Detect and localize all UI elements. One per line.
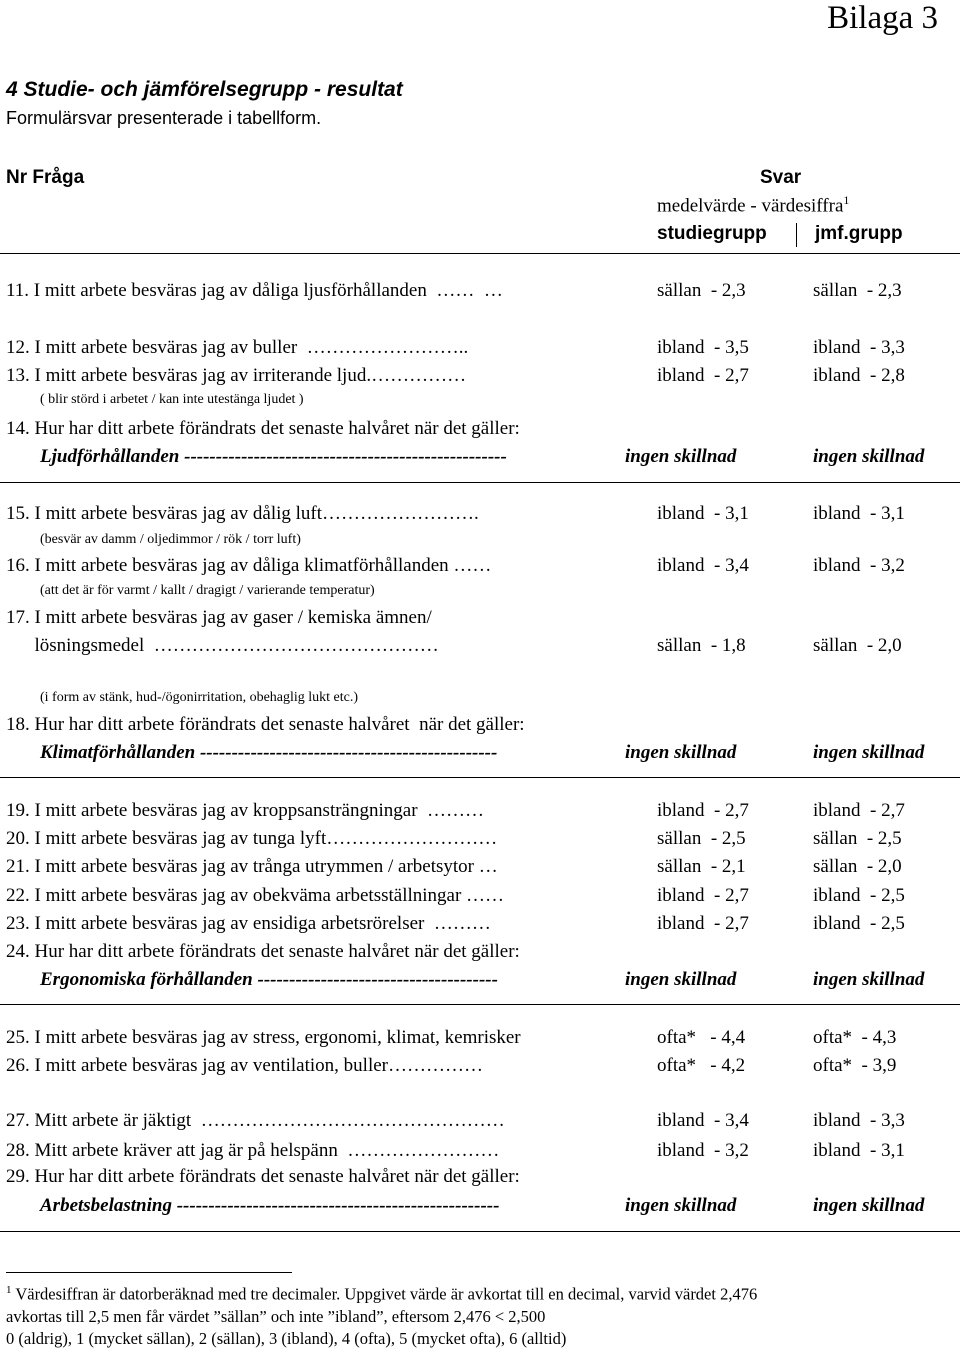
footnote-line-1: Värdesiffran är datorberäknad med tre decimaler. Uppgivet värde är avkortat till en decimal, varvid värdet 2,476 <box>15 1284 758 1304</box>
jmf-grupp-value: ibland - 3,1 <box>813 1140 905 1161</box>
studiegrupp-value: ibland - 2,7 <box>657 913 749 934</box>
column-header-svar: Svar <box>760 167 802 188</box>
summary-label: Ergonomiska förhållanden <box>40 969 253 990</box>
header-divider <box>796 223 797 247</box>
question-text: 12. I mitt arbete besväras jag av buller …………………….. <box>6 337 469 358</box>
question-text: 24. Hur har ditt arbete förändrats det senaste halvåret när det gäller: <box>6 941 520 962</box>
summary-leader: --------------------------------------------------- <box>171 1195 500 1216</box>
jmf-grupp-value: ibland - 3,3 <box>813 337 905 358</box>
table-rule <box>0 1004 960 1005</box>
footnote-mark: 1 <box>6 1284 12 1296</box>
studiegrupp-value: ibland - 3,4 <box>657 555 749 576</box>
question-text: 23. I mitt arbete besväras jag av ensidiga arbetsrörelser ……… <box>6 913 491 934</box>
jmf-grupp-value: sällan - 2,0 <box>813 856 902 877</box>
footnote <box>6 1279 757 1350</box>
studiegrupp-value: ingen skillnad <box>625 969 737 990</box>
question-text: 11. I mitt arbete besväras jag av dåliga ljusförhållanden …… … <box>6 280 503 301</box>
summary-label: Klimatförhållanden <box>40 742 196 763</box>
studiegrupp-value: ibland - 2,7 <box>657 365 749 386</box>
column-header-studiegrupp: studiegrupp <box>657 223 767 244</box>
studiegrupp-value: ibland - 2,7 <box>657 885 749 906</box>
summary-label: Arbetsbelastning <box>40 1195 172 1216</box>
question-note: (i form av stänk, hud-/ögonirritation, obehaglig lukt etc.) <box>40 690 359 705</box>
studiegrupp-value: ibland - 3,5 <box>657 337 749 358</box>
table-rule <box>0 482 960 483</box>
studiegrupp-value: ofta* - 4,4 <box>657 1027 746 1048</box>
jmf-grupp-value: ibland - 2,8 <box>813 365 905 386</box>
studiegrupp-value: ingen skillnad <box>625 446 737 467</box>
question-note: (att det är för varmt / kallt / dragigt / varierande temperatur) <box>40 583 375 598</box>
studiegrupp-value: sällan - 2,3 <box>657 280 746 301</box>
summary-line <box>40 742 497 764</box>
studiegrupp-value: ibland - 3,4 <box>657 1110 749 1131</box>
table-rule <box>0 777 960 778</box>
jmf-grupp-value: ingen skillnad <box>813 969 925 990</box>
question-text: 15. I mitt arbete besväras jag av dålig luft……………………. <box>6 503 479 524</box>
question-text: 25. I mitt arbete besväras jag av stress, ergonomi, klimat, kemrisker <box>6 1027 521 1048</box>
studiegrupp-value: ibland - 3,2 <box>657 1140 749 1161</box>
table-rule <box>0 1231 960 1232</box>
summary-leader: ----------------------------------------------- <box>195 742 498 763</box>
summary-line <box>40 969 498 991</box>
question-text: 28. Mitt arbete kräver att jag är på helspänn …………………… <box>6 1140 500 1161</box>
footnote-separator <box>6 1272 292 1273</box>
jmf-grupp-value: ibland - 3,2 <box>813 555 905 576</box>
jmf-grupp-value: sällan - 2,0 <box>813 635 902 656</box>
summary-label: Ljudförhållanden <box>40 446 180 467</box>
header-rule <box>0 253 960 254</box>
studiegrupp-value: sällan - 2,5 <box>657 828 746 849</box>
jmf-grupp-value: ibland - 3,3 <box>813 1110 905 1131</box>
question-text: 20. I mitt arbete besväras jag av tunga lyft……………………… <box>6 828 498 849</box>
question-text: 18. Hur har ditt arbete förändrats det senaste halvåret när det gäller: <box>6 714 525 735</box>
column-header-jmf-grupp: jmf.grupp <box>815 223 903 244</box>
jmf-grupp-value: ingen skillnad <box>813 1195 925 1216</box>
question-text: 13. I mitt arbete besväras jag av irriterande ljud.…………… <box>6 365 467 386</box>
footnote-reference: 1 <box>843 193 850 207</box>
section-title: 4 Studie- och jämförelsegrupp - resultat <box>6 78 403 101</box>
question-text: 19. I mitt arbete besväras jag av kroppsansträngningar ……… <box>6 800 485 821</box>
question-text: lösningsmedel ……………………………………… <box>6 635 439 656</box>
studiegrupp-value: ingen skillnad <box>625 1195 737 1216</box>
question-text: 29. Hur har ditt arbete förändrats det senaste halvåret när det gäller: <box>6 1166 520 1187</box>
summary-leader: -------------------------------------- <box>252 969 498 990</box>
jmf-grupp-value: ibland - 2,5 <box>813 913 905 934</box>
summary-line <box>40 1195 499 1217</box>
section-subtitle: Formulärsvar presenterade i tabellform. <box>6 108 322 128</box>
jmf-grupp-value: ingen skillnad <box>813 446 925 467</box>
jmf-grupp-value: ibland - 2,5 <box>813 885 905 906</box>
question-text: 22. I mitt arbete besväras jag av obekväma arbetsställningar …… <box>6 885 505 906</box>
studiegrupp-value: ibland - 3,1 <box>657 503 749 524</box>
jmf-grupp-value: ofta* - 4,3 <box>813 1027 897 1048</box>
column-header-question: Nr Fråga <box>6 167 85 188</box>
jmf-grupp-value: ibland - 2,7 <box>813 800 905 821</box>
question-text: 21. I mitt arbete besväras jag av trånga utrymmen / arbetsytor … <box>6 856 498 877</box>
question-text: 26. I mitt arbete besväras jag av ventilation, buller…………… <box>6 1055 483 1076</box>
summary-leader: --------------------------------------------------- <box>179 446 507 467</box>
question-note: ( blir störd i arbetet / kan inte utestänga ljudet ) <box>40 392 304 407</box>
jmf-grupp-value: ofta* - 3,9 <box>813 1055 897 1076</box>
question-text: 16. I mitt arbete besväras jag av dåliga klimatförhållanden …… <box>6 555 492 576</box>
summary-line <box>40 446 507 468</box>
studiegrupp-value: sällan - 2,1 <box>657 856 746 877</box>
jmf-grupp-value: ingen skillnad <box>813 742 925 763</box>
jmf-grupp-value: sällan - 2,3 <box>813 280 902 301</box>
studiegrupp-value: ibland - 2,7 <box>657 800 749 821</box>
question-text: 27. Mitt arbete är jäktigt ………………………………………… <box>6 1110 505 1131</box>
studiegrupp-value: ingen skillnad <box>625 742 737 763</box>
studiegrupp-value: sällan - 1,8 <box>657 635 746 656</box>
question-text: 14. Hur har ditt arbete förändrats det senaste halvåret när det gäller: <box>6 418 520 439</box>
column-header-medelvarde: medelvärde - värdesiffra$^1$ <box>657 193 850 217</box>
jmf-grupp-value: sällan - 2,5 <box>813 828 902 849</box>
footnote-line-3: 0 (aldrig), 1 (mycket sällan), 2 (sällan), 3 (ibland), 4 (ofta), 5 (mycket ofta), 6 (alltid) <box>6 1328 567 1348</box>
question-text: 17. I mitt arbete besväras jag av gaser / kemiska ämnen/ <box>6 607 432 628</box>
jmf-grupp-value: ibland - 3,1 <box>813 503 905 524</box>
page-label: Bilaga 3 <box>827 0 938 36</box>
question-note: (besvär av damm / oljedimmor / rök / torr luft) <box>40 532 301 547</box>
studiegrupp-value: ofta* - 4,2 <box>657 1055 746 1076</box>
footnote-line-2: avkortas till 2,5 men får värdet ”sällan” och inte ”ibland”, eftersom 2,476 < 2,500 <box>6 1306 546 1326</box>
